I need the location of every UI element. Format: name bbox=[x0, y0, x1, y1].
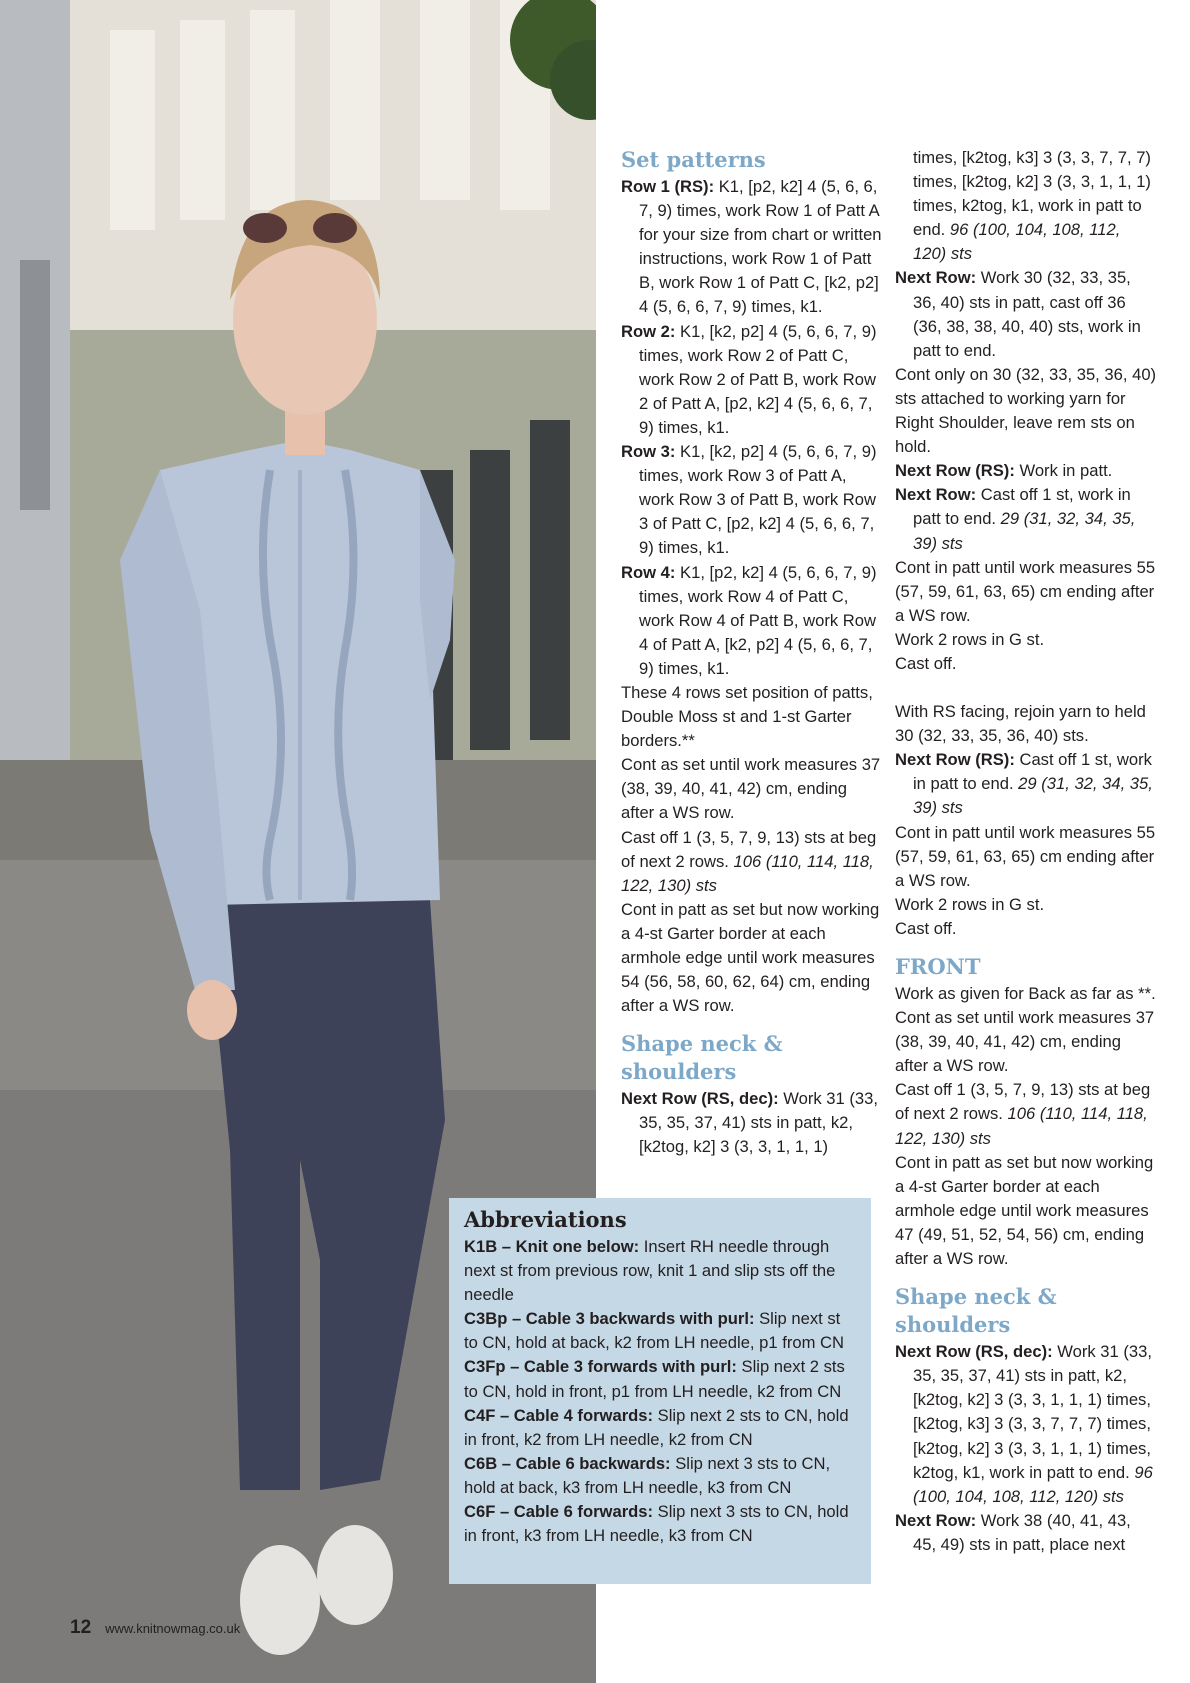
paragraph: With RS facing, rejoin yarn to held 30 (32, 33, 35, 36, 40) sts. bbox=[895, 702, 1146, 746]
paragraph: Work 2 rows in G st. bbox=[895, 894, 1045, 914]
row-text: K1, [k2, p2] 4 (5, 6, 6, 7, 9) times, work Row 2 of Patt C, work Row 2 of Patt B, work Row 2 of Patt A, [p2, k2] 4 (5, 6, 6, 7, 9) times, k1. bbox=[639, 321, 877, 437]
abbreviation-item bbox=[464, 1355, 856, 1403]
abbreviation-item bbox=[464, 1452, 856, 1500]
stitch-count: 29 (31, 32, 34, 35, 39) sts bbox=[913, 774, 1153, 818]
abbreviation-term: C6B – Cable 6 backwards: bbox=[464, 1453, 671, 1473]
abbreviation-term: C6F – Cable 6 forwards: bbox=[464, 1502, 654, 1522]
row-label: Next Row (RS): bbox=[895, 461, 1015, 481]
abbreviations-box bbox=[449, 1198, 871, 1584]
row-label: Row 4: bbox=[621, 562, 676, 582]
pattern-row-3 bbox=[621, 440, 883, 560]
row-label: Row 3: bbox=[621, 442, 676, 462]
row-text: K1, [k2, p2] 4 (5, 6, 6, 7, 9) times, work Row 3 of Patt A, work Row 3 of Patt B, work Row 3 of Patt C, [p2, k2] 4 (5, 6, 6, 7, 9) times, k1. bbox=[639, 442, 877, 558]
paragraph bbox=[895, 1078, 1157, 1150]
stitch-count: 29 (31, 32, 34, 35, 39) sts bbox=[913, 509, 1136, 553]
row-label: Next Row (RS, dec): bbox=[621, 1089, 779, 1109]
page-footer bbox=[70, 1617, 240, 1639]
abbreviation-definition: Slip next st to CN, hold at back, k2 from LH needle, p1 from CN bbox=[464, 1309, 844, 1353]
abbreviations-heading: Abbreviations bbox=[464, 1207, 627, 1232]
row-text: Cast off 1 st, work in patt to end. bbox=[913, 485, 1131, 529]
text-column-2 bbox=[895, 146, 1157, 1557]
abbreviation-definition: Slip next 3 sts to CN, hold at back, k3 from LH needle, k3 from CN bbox=[464, 1453, 831, 1497]
abbreviation-definition: Insert RH needle through next st from previous row, knit 1 and slip sts off the needle bbox=[464, 1237, 836, 1305]
row-label: Next Row (RS): bbox=[895, 750, 1015, 770]
set-patterns-heading: Set patterns bbox=[621, 147, 766, 172]
paragraph: Cont as set until work measures 37 (38, 39, 40, 41, 42) cm, ending after a WS row. bbox=[621, 755, 881, 823]
paragraph: Cont in patt until work measures 55 (57, 59, 61, 63, 65) cm ending after a WS row. bbox=[895, 822, 1156, 890]
paragraph: Cont in patt until work measures 55 (57, 59, 61, 63, 65) cm ending after a WS row. bbox=[895, 557, 1156, 625]
back-neck-heading: Shape neck & shoulders bbox=[621, 1031, 783, 1085]
paragraph: These 4 rows set position of patts, Double Moss st and 1-st Garter borders.** bbox=[621, 682, 873, 751]
paragraph: Cont only on 30 (32, 33, 35, 36, 40) sts attached to working yarn for Right Shoulder, leave rem sts on hold. bbox=[895, 364, 1157, 457]
row-label: Row 2: bbox=[621, 321, 676, 341]
row-text: Work 30 (32, 33, 35, 36, 40) sts in patt, cast off 36 (36, 38, 38, 40, 40) sts, work in patt to end. bbox=[913, 268, 1141, 360]
pattern-row-1 bbox=[621, 175, 883, 320]
row-label: Next Row: bbox=[895, 485, 977, 505]
row-text: K1, [p2, k2] 4 (5, 6, 6, 7, 9) times, work Row 1 of Patt A for your size from chart or written instructions, work Row 1 of Patt B, work Row 1 of Patt C, [k2, p2] 4 (5, 6, 6, 7, 9) times, k1. bbox=[639, 177, 882, 317]
abbreviation-item bbox=[464, 1307, 856, 1355]
text-column-1 bbox=[621, 146, 883, 1160]
row-label: Next Row (RS, dec): bbox=[895, 1342, 1053, 1362]
next-row bbox=[895, 266, 1157, 362]
abbreviation-definition: Slip next 3 sts to CN, hold in front, k3 from LH needle, k3 from CN bbox=[464, 1502, 849, 1546]
paragraph-text: Cast off 1 (3, 5, 7, 9, 13) sts at beg of next 2 rows. bbox=[621, 827, 877, 871]
stitch-count: 106 (110, 114, 118, 122, 130) sts bbox=[895, 1104, 1148, 1148]
abbreviation-term: K1B – Knit one below: bbox=[464, 1237, 640, 1256]
next-row bbox=[895, 1340, 1157, 1509]
paragraph-text: Cast off 1 (3, 5, 7, 9, 13) sts at beg of next 2 rows. bbox=[895, 1080, 1151, 1124]
pattern-row-2 bbox=[621, 320, 883, 440]
footer-url[interactable]: www.knitnowmag.co.uk bbox=[105, 1621, 241, 1636]
abbreviation-item bbox=[464, 1500, 856, 1548]
row-text: Work 38 (40, 41, 43, 45, 49) sts in patt, place next bbox=[913, 1510, 1131, 1554]
row-label: Next Row: bbox=[895, 268, 977, 288]
row-label: Next Row: bbox=[895, 1510, 977, 1530]
abbreviation-definition: Slip next 2 sts to CN, hold in front, p1 from LH needle, k2 from CN bbox=[464, 1357, 845, 1401]
next-row bbox=[895, 748, 1157, 820]
pattern-row-4 bbox=[621, 561, 883, 681]
row-text: Cast off 1 st, work in patt to end. bbox=[913, 750, 1152, 794]
row-label: Row 1 (RS): bbox=[621, 177, 715, 196]
abbreviation-term: C3Fp – Cable 3 forwards with purl: bbox=[464, 1357, 737, 1377]
next-row bbox=[895, 483, 1157, 555]
paragraph: Cont in patt as set but now working a 4-st Garter border at each armhole edge until work measures 54 (56, 58, 60, 62, 64) cm, ending after a WS row. bbox=[621, 899, 880, 1016]
stitch-count: 96 (100, 104, 108, 112, 120) sts bbox=[913, 220, 1121, 264]
paragraph bbox=[621, 826, 883, 898]
paragraph: Work as given for Back as far as **. bbox=[895, 984, 1156, 1003]
stitch-count: 106 (110, 114, 118, 122, 130) sts bbox=[621, 851, 874, 895]
abbreviation-item bbox=[464, 1235, 856, 1307]
abbreviation-item bbox=[464, 1404, 856, 1452]
paragraph: Cast off. bbox=[895, 918, 957, 938]
paragraph-text: times, [k2tog, k3] 3 (3, 3, 7, 7, 7) times, [k2tog, k2] 3 (3, 3, 1, 1, 1) times, k2tog, k1, work in patt to end. bbox=[913, 148, 1151, 240]
row-text: Work 31 (33, 35, 35, 37, 41) sts in patt, k2, [k2tog, k2] 3 (3, 3, 1, 1, 1) bbox=[639, 1089, 878, 1157]
front-heading: FRONT bbox=[895, 954, 981, 979]
paragraph: Cont in patt as set but now working a 4-st Garter border at each armhole edge until work measures 47 (49, 51, 52, 54, 56) cm, ending after a WS row. bbox=[895, 1152, 1154, 1269]
continued-text bbox=[895, 146, 1157, 266]
next-row bbox=[895, 459, 1157, 483]
stitch-count: 96 (100, 104, 108, 112, 120) sts bbox=[913, 1462, 1153, 1506]
paragraph: Cont as set until work measures 37 (38, 39, 40, 41, 42) cm, ending after a WS row. bbox=[895, 1008, 1155, 1076]
row-text: Work 31 (33, 35, 35, 37, 41) sts in patt, k2, [k2tog, k2] 3 (3, 3, 1, 1, 1) times, [k2tog, k3] 3 (3, 3, 7, 7, 7) times, [k2tog, k2] 3 (3, 3, 1, 1, 1) times, k2tog, k1, work in patt to end. bbox=[913, 1342, 1152, 1482]
paragraph: Work 2 rows in G st. bbox=[895, 629, 1045, 649]
abbreviation-term: C3Bp – Cable 3 backwards with purl: bbox=[464, 1309, 755, 1329]
row-text: K1, [p2, k2] 4 (5, 6, 6, 7, 9) times, work Row 4 of Patt C, work Row 4 of Patt B, work Row 4 of Patt A, [k2, p2] 4 (5, 6, 6, 7, 9) times, k1. bbox=[639, 562, 877, 678]
next-row bbox=[895, 1509, 1157, 1557]
next-row bbox=[621, 1087, 883, 1159]
abbreviation-term: C4F – Cable 4 forwards: bbox=[464, 1405, 654, 1425]
abbreviation-definition: Slip next 2 sts to CN, hold in front, k2 from LH needle, k2 from CN bbox=[464, 1405, 849, 1449]
row-text: Work in patt. bbox=[1014, 461, 1113, 481]
page-number: 12 bbox=[70, 1617, 92, 1638]
paragraph: Cast off. bbox=[895, 653, 957, 673]
front-neck-heading: Shape neck & shoulders bbox=[895, 1284, 1057, 1338]
